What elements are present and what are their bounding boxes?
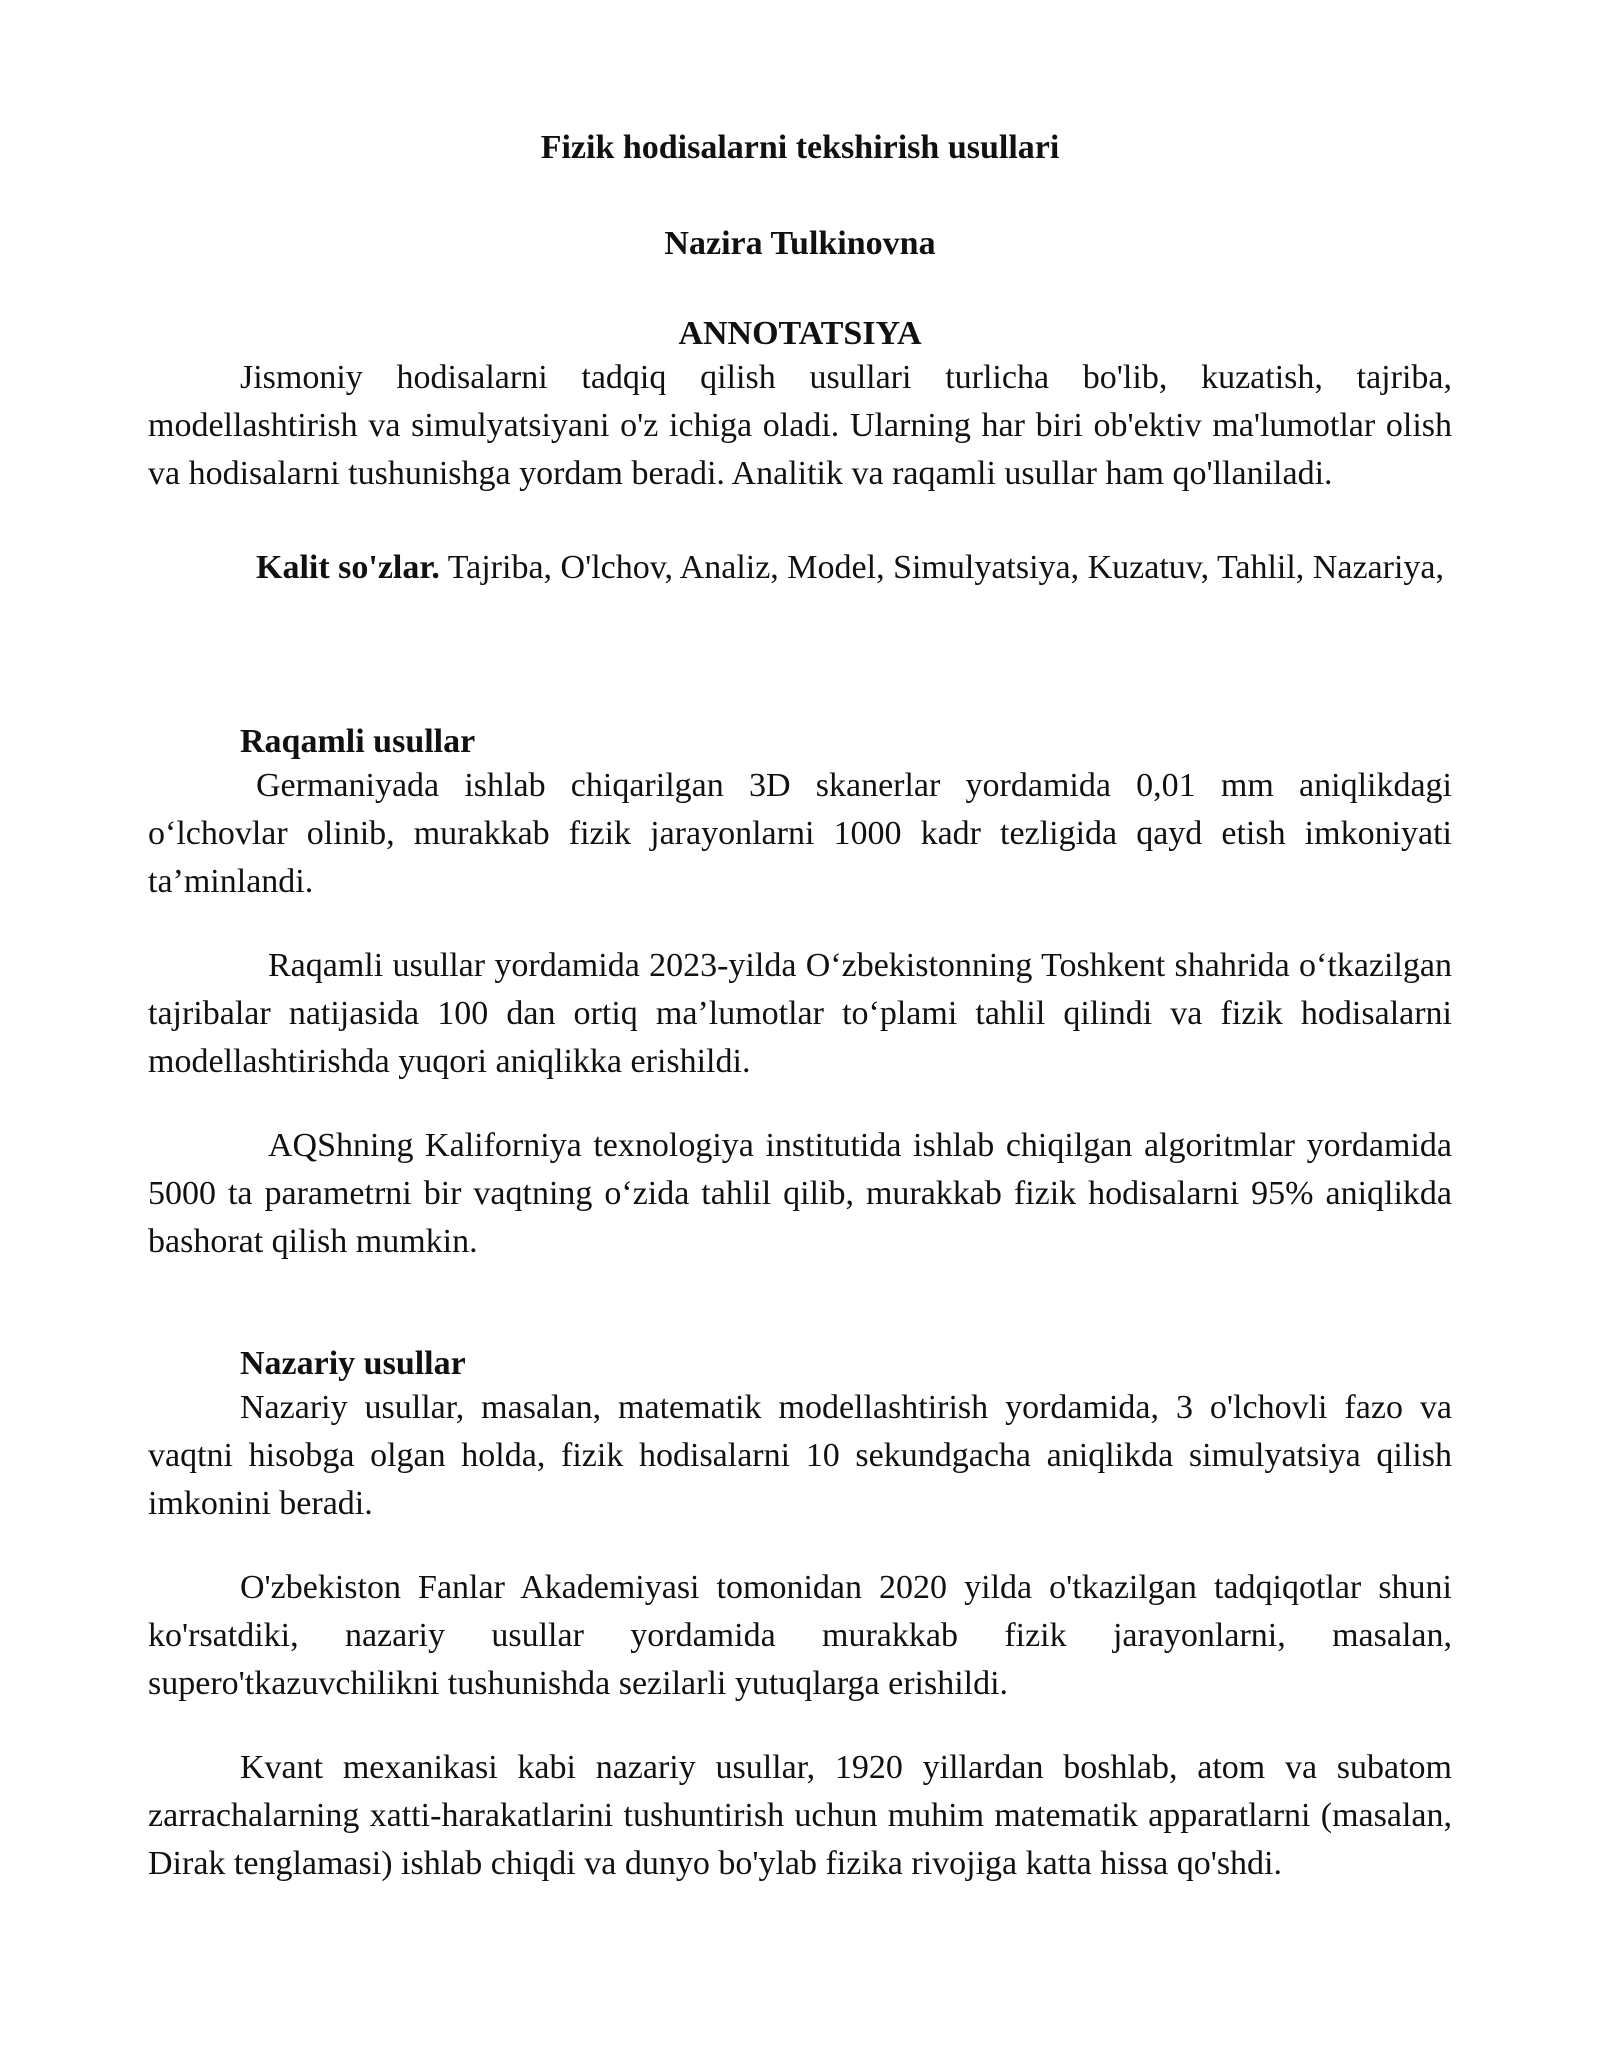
keywords-text: Tajriba, O'lchov, Analiz, Model, Simulyatsiya, Kuzatuv, Tahlil, Nazariya, [439,549,1444,586]
section-heading-nazariy: Nazariy usullar [240,1345,466,1382]
section-paragraph: Kvant mexanikasi kabi nazariy usullar, 1920 yillardan boshlab, atom va subatom zarrachalarning xatti-harakatlarini tushuntirish uchun muhim matematik apparatlarni (masalan, Dirak tenglamasi) ishlab chiqdi va dunyo bo'ylab fizika rivojiga katta hissa qo'shdi. [148,1749,1452,1882]
section-paragraph: O'zbekiston Fanlar Akademiyasi tomonidan 2020 yilda o'tkazilgan tadqiqotlar shuni ko'rsatdiki, nazariy usullar yordamida murakkab fizik jarayonlarni, masalan, supero'tkazuvchilikni tushunishda sezilarli yutuqlarga erishildi. [148,1569,1452,1702]
section-paragraph: Germaniyada ishlab chiqarilgan 3D skanerlar yordamida 0,01 mm aniqlikdagi o‘lchovlar olinib, murakkab fizik jarayonlarni 1000 kadr tezligida qayd etish imkoniyati ta’minlandi. [148,767,1452,900]
annotation-text: Jismoniy hodisalarni tadqiq qilish usullari turlicha bo'lib, kuzatish, tajriba, modellashtirish va simulyatsiyani o'z ichiga oladi. Ularning har biri ob'ektiv ma'lumotlar olish va hodisalarni tushunishga yordam beradi. Analitik va raqamli usullar ham qo'llaniladi. [148,359,1452,492]
keywords-paragraph [148,544,1452,592]
document-page [148,128,1452,1888]
keywords-label: Kalit so'zlar. [256,549,440,586]
section-paragraph: AQShning Kaliforniya texnologiya institutida ishlab chiqilgan algoritmlar yordamida 5000 ta parametrni bir vaqtning o‘zida tahlil qilib, murakkab fizik hodisalarni 95% aniqlikda bashorat qilish mumkin. [148,1127,1452,1260]
section-paragraph: Nazariy usullar, masalan, matematik modellashtirish yordamida, 3 o'lchovli fazo va vaqtni hisobga olgan holda, fizik hodisalarni 10 sekundgacha aniqlikda simulyatsiya qilish imkonini beradi. [148,1389,1452,1522]
document-title: Fizik hodisalarni tekshirish usullari [540,129,1060,166]
section-heading-raqamli: Raqamli usullar [240,723,476,760]
author-name: Nazira Tulkinovna [664,225,936,262]
section-paragraph: Raqamli usullar yordamida 2023-yilda O‘zbekistonning Toshkent shahrida o‘tkazilgan tajribalar natijasida 100 dan ortiq ma’lumotlar to‘plami tahlil qilindi va fizik hodisalarni modellashtirishda yuqori aniqlikka erishildi. [148,947,1452,1080]
annotation-heading: ANNOTATSIYA [678,315,922,352]
